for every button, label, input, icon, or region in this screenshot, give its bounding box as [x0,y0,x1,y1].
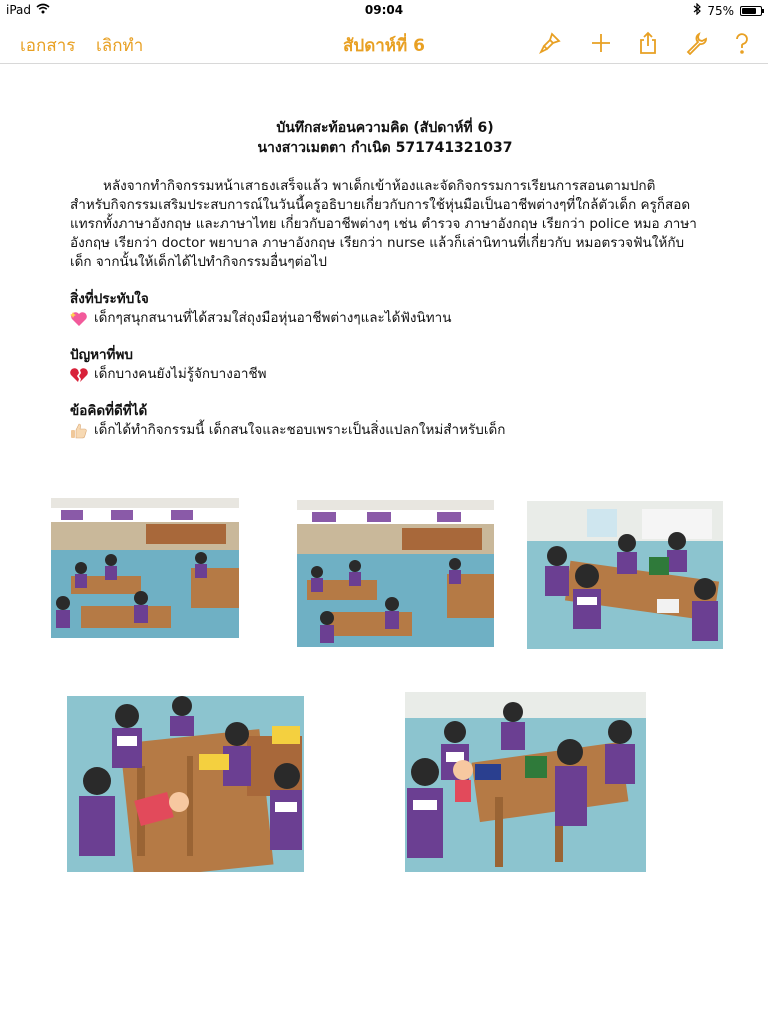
section-heading: ปัญหาที่พบ [70,347,133,363]
activity-photo-4[interactable] [67,696,304,872]
toolbar [0,20,768,64]
clock: 09:04 [364,3,404,17]
activity-photo-3[interactable] [527,501,723,649]
section-impressed [70,290,700,328]
sparkling-heart-icon [70,311,88,327]
battery-percent: 75% [707,3,734,18]
section-heading: ข้อคิดที่ดีที่ได้ [70,403,148,419]
plus-icon[interactable] [588,30,614,56]
doc-paragraph: หลังจากทำกิจกรรมหน้าเสาธงเสร็จแล้ว พาเด็กเข้าห้องและจัดกิจกรรมการเรียนการสอนตามปกติ สำหรับกิจกรรมเสริมประสบการณ์ในวันนี้ครูอธิบายเกี่ยวกับการใช้หุ่นมือเป็นอาชีพต่างๆที่ใกล้ตัวเด็ก ครูก็สอดแทรกทั้งภาษาอังกฤษ และภาษาไทย เกี่ยวกับอาชีพต่างๆ เช่น ตำรวจ ภาษาอังกฤษ เรียกว่า police หมอ ภาษาอังกฤษ เรียกว่า doctor พยาบาล ภาษาอังกฤษ เรียกว่า nurse แล้วก็เล่านิทานที่เกี่ยวกับ หมอตรวจฟันให้กับเด็ก จากนั้นให้เด็กได้ไปทำกิจกรรมอื่นๆต่อไป [70,178,697,270]
section-lessons [70,402,700,440]
battery-icon [740,6,762,16]
device-label: iPad [6,3,32,17]
doc-title-line1: บันทึกสะท้อนความคิด (สัปดาห์ที่ 6) [276,120,494,136]
document-title: สัปดาห์ที่ 6 [343,36,425,56]
classroom-photo-1[interactable] [51,498,239,638]
section-text: เด็กๆสนุกสนานที่ได้สวมใส่ถุงมือหุ่นอาชีพต่างๆและได้ฟังนิทาน [94,310,452,326]
paintbrush-icon[interactable] [537,30,563,56]
bluetooth-icon [693,3,701,18]
broken-heart-icon [70,367,88,383]
wrench-icon[interactable] [683,30,709,56]
thumbs-up-icon [70,423,88,439]
help-icon[interactable] [729,30,755,56]
document-body[interactable] [70,118,700,440]
activity-photo-5[interactable] [405,692,646,872]
section-text: เด็กได้ทำกิจกรรมนี้ เด็กสนใจและชอบเพราะเป็นสิ่งแปลกใหม่สำหรับเด็ก [94,422,506,438]
section-text: เด็กบางคนยังไม่รู้จักบางอาชีพ [94,366,267,382]
section-problems [70,346,700,384]
classroom-photo-2[interactable] [297,500,494,647]
share-icon[interactable] [635,30,661,56]
documents-button[interactable]: เอกสาร [20,36,76,56]
doc-title-line2: นางสาวเมตตา กำเนิด 571741321037 [257,140,513,156]
section-heading: สิ่งที่ประทับใจ [70,291,149,307]
undo-button[interactable]: เลิกทำ [96,36,144,56]
status-bar [0,0,768,20]
